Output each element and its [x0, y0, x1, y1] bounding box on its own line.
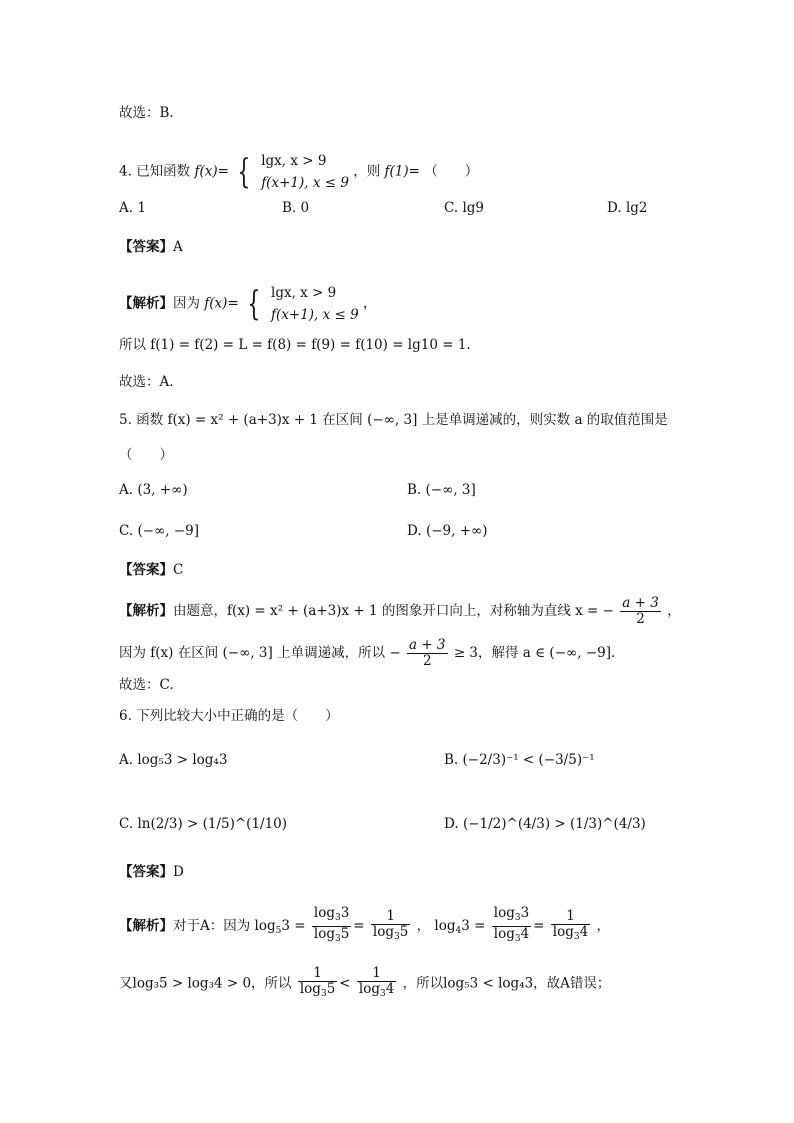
option-label: D.	[607, 200, 622, 216]
fraction	[551, 909, 590, 945]
fraction-denominator: 2	[636, 611, 645, 627]
option-label: B.	[407, 482, 422, 498]
analysis-function: f(x)=	[204, 295, 239, 312]
question-5-text: 函数 f(x) = x² + (a+3)x + 1 在区间 (−∞, 3] 上是单调递减的，则实数 a 的取值范围是	[136, 412, 668, 428]
question-5-analysis-1	[119, 596, 681, 627]
analysis-text: 对于A：因为	[173, 918, 251, 934]
question-4-option-d	[607, 200, 648, 216]
question-4-case-1: lgx, x > 9	[261, 153, 327, 169]
question-5-option-d	[407, 523, 488, 539]
analysis-text: 又	[119, 975, 133, 992]
left-brace-icon: {	[237, 152, 251, 192]
analysis-end: ，	[596, 918, 610, 934]
option-label: A.	[119, 752, 134, 768]
question-4-option-b	[282, 200, 309, 216]
option-value: (−∞, 3]	[425, 482, 476, 498]
fraction	[312, 906, 351, 947]
analysis-end: ≥ 3，解得 a ∈ (−∞, −9].	[453, 645, 616, 661]
question-4-so-line: 所以 f(1) = f(2) = L = f(8) = f(9) = f(10) = lg10 = 1.	[119, 337, 471, 353]
question-4-ask: f(1)=	[384, 163, 420, 180]
question-6-number: 6.	[119, 708, 132, 724]
option-value: (−2/3)⁻¹ < (−3/5)⁻¹	[462, 752, 595, 768]
option-value: 1	[137, 200, 146, 216]
fraction-denominator: $\log_35$	[299, 981, 336, 999]
analysis-end: ，	[363, 295, 377, 312]
analysis-separator: ，	[416, 918, 431, 934]
fraction-numerator: $\log_33$	[312, 906, 351, 927]
question-4-option-c	[444, 200, 484, 216]
option-value: ln(2/3) > (1/5)^(1/10)	[137, 816, 288, 832]
previous-conclusion: 故选：B.	[119, 105, 174, 121]
question-6-text: 下列比较大小中正确的是（ ）	[136, 708, 339, 724]
log-expression: $\log_53$ =	[254, 918, 306, 936]
fraction-denominator: $\log_34$	[493, 926, 530, 944]
question-5-blank: （ ）	[119, 447, 173, 463]
question-4-option-a	[119, 200, 146, 216]
question-5-option-c	[119, 523, 199, 539]
analysis-tag: 【解析】	[119, 295, 173, 312]
question-6-option-a	[119, 752, 227, 768]
analysis-tag: 【解析】	[119, 918, 173, 934]
answer-tag: 【答案】	[119, 864, 173, 880]
question-6-analysis-1: 【解析】对于A：因为 $\log_53$ = $\frac{\log_33}{\log_35}$ = $\frac{1}{\log_35}$ ， $\log_43$ = $\frac{\log_33}{\log_34}$ = $\frac{1}{\log_34}$ ，	[119, 906, 610, 947]
analysis-tag: 【解析】	[119, 603, 173, 619]
option-label: C.	[119, 816, 134, 832]
question-6-option-b	[444, 752, 595, 768]
fraction-numerator: 1	[298, 966, 337, 982]
question-5-option-b	[407, 482, 476, 498]
fraction-numerator: 1	[371, 909, 410, 925]
log-expression: $\log_43$ =	[434, 918, 486, 936]
answer-value: A	[173, 239, 183, 255]
fraction-denominator: 2	[422, 653, 432, 669]
analysis-end: log₅3 < log₄3，故A错误；	[443, 975, 611, 992]
question-4-prefix: 已知函数	[136, 163, 191, 180]
question-4-analysis	[119, 282, 377, 326]
analysis-inequality: log₃5 > log₃4 > 0，所以	[132, 975, 292, 992]
option-value: (−9, +∞)	[425, 523, 488, 539]
fraction-numerator: $\log_33$	[492, 906, 531, 927]
question-4-case-2: f(x+1), x ≤ 9	[261, 175, 349, 191]
question-5-number: 5.	[119, 412, 132, 428]
question-4-stem	[119, 150, 478, 194]
option-label: D.	[444, 816, 459, 832]
question-4-answer	[119, 237, 183, 257]
fraction	[371, 909, 410, 945]
question-6-option-c	[119, 816, 287, 832]
fraction-denominator: $\log_34$	[358, 981, 395, 999]
question-4-cases	[261, 150, 349, 194]
option-value: (−∞, −9]	[137, 523, 200, 539]
left-brace-icon: {	[247, 284, 261, 324]
option-value: 0	[300, 200, 310, 216]
option-label: B.	[444, 752, 459, 768]
question-4-number: 4.	[119, 163, 132, 180]
question-6-option-d	[444, 816, 646, 832]
question-5-analysis-2	[119, 638, 615, 669]
analysis-cases	[271, 282, 359, 326]
question-5-conclusion: 故选：C.	[119, 677, 174, 693]
answer-tag: 【答案】	[119, 562, 173, 578]
question-6-analysis-2: 又log₃5 > log₃4 > 0，所以 $\frac{1}{\log_35}$ < $\frac{1}{\log_34}$ ，所以log₅3 < log₄3，故A错误；	[119, 966, 610, 1002]
fraction-numerator: 1	[551, 909, 590, 925]
option-value: (3, +∞)	[137, 482, 188, 498]
fraction	[620, 596, 661, 627]
option-value: log₅3 > log₄3	[137, 752, 228, 768]
answer-value: D	[173, 864, 184, 880]
answer-value: C	[173, 562, 184, 578]
analysis-end: ，	[667, 603, 681, 619]
option-label: A.	[119, 482, 134, 498]
question-4-function: f(x)=	[194, 163, 229, 180]
fraction-denominator: $\log_35$	[313, 926, 350, 944]
option-value: lg9	[462, 200, 484, 216]
fraction	[407, 638, 448, 669]
option-label: C.	[119, 523, 134, 539]
question-5-option-a	[119, 482, 188, 498]
analysis-case-2: f(x+1), x ≤ 9	[271, 307, 359, 323]
answer-tag: 【答案】	[119, 239, 173, 255]
question-6-answer	[119, 862, 184, 882]
fraction	[357, 966, 396, 1002]
option-value: lg2	[625, 200, 648, 216]
fraction-numerator: 1	[357, 966, 396, 982]
fraction-denominator: $\log_35$	[372, 923, 409, 942]
question-5-stem	[119, 410, 668, 430]
option-label: A.	[119, 200, 134, 216]
fraction	[298, 966, 337, 1002]
option-value: (−1/2)^(4/3) > (1/3)^(4/3)	[462, 816, 646, 832]
question-4-conclusion: 故选：A.	[119, 374, 174, 390]
analysis-separator: ，所以	[402, 975, 444, 992]
fraction-denominator: $\log_34$	[552, 923, 589, 942]
analysis-text: 由题意，f(x) = x² + (a+3)x + 1 的图象开口向上，对称轴为直线 x = −	[173, 603, 614, 619]
fraction-numerator: a + 3	[622, 595, 659, 611]
question-5-answer	[119, 560, 183, 580]
option-label: C.	[444, 200, 459, 216]
fraction-numerator: a + 3	[408, 637, 446, 653]
fraction	[492, 906, 531, 947]
question-6-stem	[119, 706, 339, 726]
analysis-prefix: 因为	[173, 295, 200, 312]
option-label: D.	[407, 523, 422, 539]
option-label: B.	[282, 200, 297, 216]
analysis-text: 因为 f(x) 在区间 (−∞, 3] 上单调递减，所以 −	[119, 645, 401, 661]
question-4-mid: ，则	[353, 163, 381, 180]
analysis-case-1: lgx, x > 9	[271, 285, 337, 301]
question-4-blank: （ ）	[424, 163, 479, 180]
